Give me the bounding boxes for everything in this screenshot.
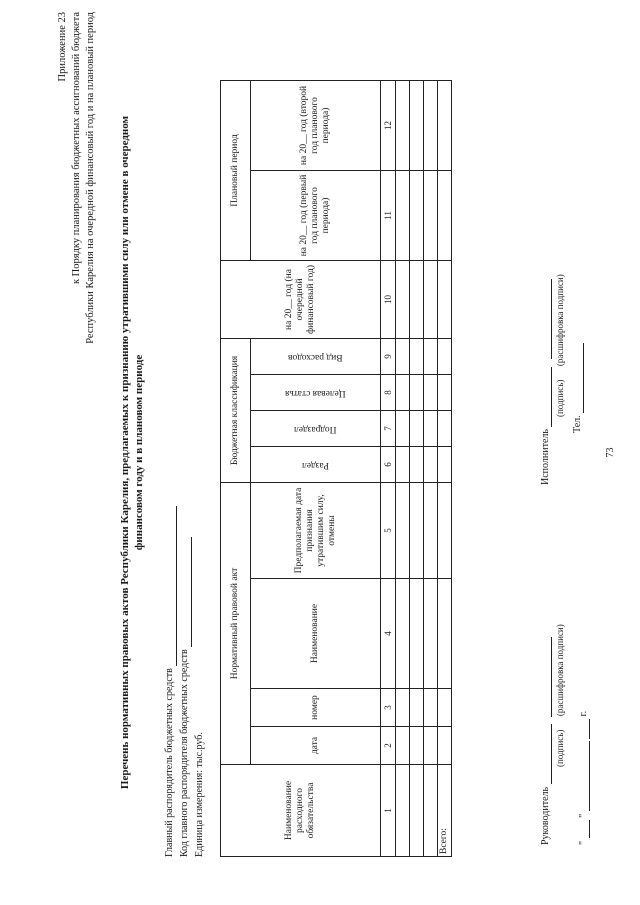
appendix-reference-2: Республики Карелия на очередной финансовый год и на плановый период (85, 12, 96, 344)
table-row (424, 81, 438, 857)
header-obligation: Наименование расходного обязательства (221, 765, 381, 857)
head-signature-line (551, 724, 552, 784)
head-label: Руководитель (540, 786, 551, 845)
appendix-header (56, 12, 98, 344)
appendix-title: Приложение 23 (57, 12, 68, 82)
header-plan-year-1: на 20__ год (первый год планового периода) (251, 171, 381, 261)
col-num-8: 8 (381, 375, 396, 411)
head-signature-caption: (подпись) (555, 729, 565, 767)
col-num-4: 4 (381, 579, 396, 689)
phone-label: Тел. (572, 415, 583, 433)
head-decode-line (551, 637, 552, 717)
acts-table (220, 80, 452, 857)
appendix-reference: к Порядку планирования бюджетных ассигнований бюджета (71, 12, 82, 285)
header-date: дата (251, 727, 381, 765)
manager-code-label: Код главного распорядителя бюджетных средств (179, 649, 190, 857)
signature-block (540, 45, 600, 845)
executor-label: Исполнитель (540, 429, 551, 485)
header-expense-type: Вид расходов (251, 339, 381, 375)
document-title (118, 0, 146, 905)
header-section: Раздел (251, 447, 381, 483)
table-row (410, 81, 424, 857)
col-num-6: 6 (381, 447, 396, 483)
col-num-10: 10 (381, 261, 396, 339)
col-num-1: 1 (381, 765, 396, 857)
date-year-line (589, 719, 590, 739)
header-target-article: Целевая статья (251, 375, 381, 411)
title-line-1: Перечень нормативных правовых актов Республики Карелия, предлагаемых к признанию утратившими силу или отмене в очередном (119, 115, 131, 790)
executor-decode-line (551, 279, 552, 359)
head-decode-caption: (расшифровка подписи) (555, 624, 565, 717)
col-num-2: 2 (381, 727, 396, 765)
col-num-7: 7 (381, 411, 396, 447)
total-row (438, 81, 452, 857)
manager-code-line (191, 537, 192, 647)
total-label: Всего: (438, 765, 452, 857)
header-normative-act: Нормативный правовой акт (221, 483, 251, 765)
executor-signature-line (551, 367, 552, 427)
header-plan-year-2: на 20__ год (второй год планового периода) (251, 81, 381, 171)
unit-label: Единица измерения: тыс.руб. (194, 732, 205, 857)
col-num-5: 5 (381, 483, 396, 579)
year-suffix: г. (578, 710, 589, 717)
header-number: номер (251, 689, 381, 727)
header-name: Наименование (251, 579, 381, 689)
header-budget-classification: Бюджетная классификация (221, 339, 251, 483)
col-num-9: 9 (381, 339, 396, 375)
date-month-line (589, 741, 590, 811)
header-fiscal-year: на 20__ год (на очередной финансовый год) (221, 261, 381, 339)
header-subsection: Подраздел (251, 411, 381, 447)
col-num-12: 12 (381, 81, 396, 171)
date-quote-close: " (578, 813, 589, 818)
document-meta (162, 506, 207, 857)
col-num-3: 3 (381, 689, 396, 727)
date-quote-open: " (578, 840, 589, 845)
header-expiry-date: Предполагаемая дата признания утратившим силу, отмены (251, 483, 381, 579)
page-number: 73 (605, 447, 616, 458)
column-numbers-row (381, 81, 396, 857)
date-day-line (589, 820, 590, 838)
executor-decode-caption: (расшифровка подписи) (555, 274, 565, 367)
col-num-11: 11 (381, 171, 396, 261)
executor-signature-caption: (подпись) (555, 379, 565, 417)
table-row (396, 81, 410, 857)
phone-line (583, 343, 584, 413)
header-planning-period: Плановый период (221, 81, 251, 261)
main-manager-label: Главный распорядитель бюджетных средств (164, 668, 175, 857)
title-line-2: финансовом году и в плановом периоде (133, 354, 145, 551)
